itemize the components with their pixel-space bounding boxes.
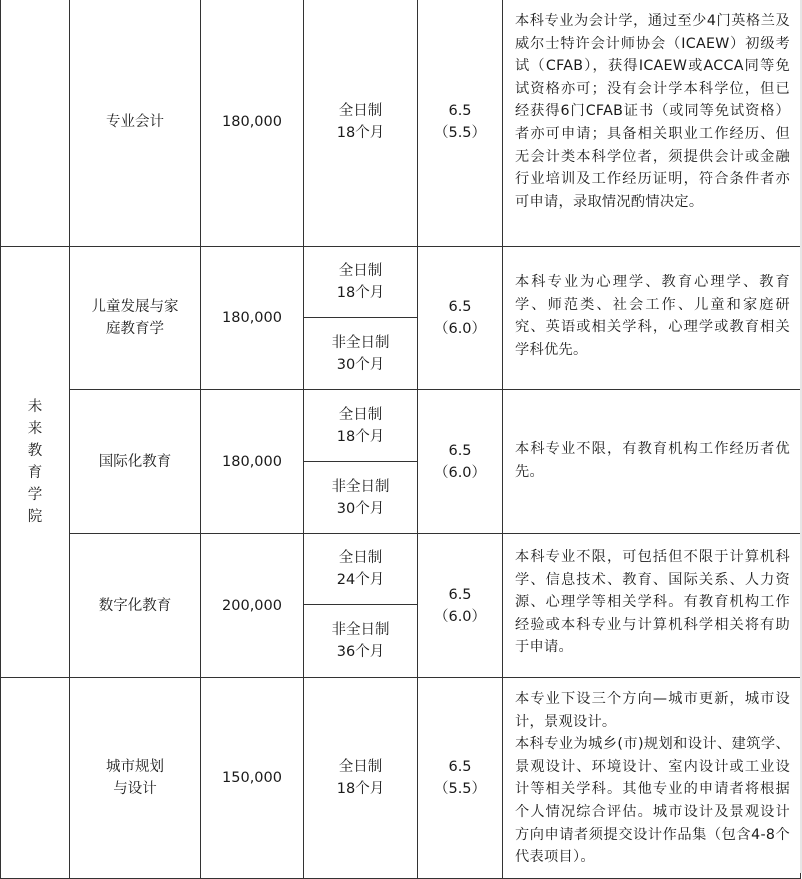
study-mode: 全日制 <box>338 103 383 119</box>
study-mode-cell: 全日制 18个月 <box>304 247 418 318</box>
study-duration: 18个月 <box>336 125 385 141</box>
requirement-text <box>503 678 801 879</box>
tuition-value: 180,000 <box>201 0 304 247</box>
tuition-value: 180,000 <box>201 390 304 534</box>
school-cell-empty <box>1 0 70 247</box>
table-row-urban <box>1 678 801 879</box>
study-mode-cell: 全日制 24个月 <box>304 534 418 605</box>
table-row-child-dev <box>1 247 801 318</box>
program-name: 专业会计 <box>70 0 201 247</box>
study-mode-cell <box>304 0 418 247</box>
tuition-value: 180,000 <box>201 247 304 390</box>
study-mode-cell: 非全日制 30个月 <box>304 462 418 534</box>
tuition-value: 200,000 <box>201 534 304 678</box>
school-future-education: 未 来 教 育 学 院 <box>1 247 70 678</box>
requirement-text: 本科专业不限，可包括但不限于计算机科学、信息技术、教育、国际关系、人力资源、心理学等相关学科。有教育机构工作经验或本科专业与计算机科学相关将有助于申请。 <box>503 534 801 678</box>
tuition-value: 150,000 <box>201 678 304 879</box>
ielts-cell: 6.5 （6.0） <box>418 534 503 678</box>
ielts-cell: 6.5 （6.0） <box>418 247 503 390</box>
ielts-sub: （5.5） <box>433 125 487 141</box>
table-row-digital-edu <box>1 534 801 605</box>
study-mode-cell: 非全日制 30个月 <box>304 318 418 390</box>
requirement-paragraph-2: 本科专业为城乡(市)规划和设计、建筑学、景观设计、环境设计、室内设计或工业设计等相关学科。其他专业的申请者将根据个人情况综合评估。城市设计及景观设计方向申请者须提交设计作品集（包含4-8个代表项目）。 <box>515 736 790 866</box>
table-row-intl-edu <box>1 390 801 462</box>
requirement-text: 本科专业为心理学、教育心理学、教育学、师范类、社会工作、儿童和家庭研究、英语或相关学科，心理学或教育相关学科优先。 <box>503 247 801 390</box>
school-cell-empty <box>1 678 70 879</box>
requirement-text: 本科专业不限，有教育机构工作经历者优先。 <box>503 390 801 534</box>
program-name: 数字化教育 <box>70 534 201 678</box>
requirement-text: 本科专业为会计学，通过至少4门英格兰及威尔士特许会计师协会（ICAEW）初级考试（CFAB），获得ICAEW或ACCA同等免试资格亦可；没有会计学本科学位，但已经获得6门CFAB证书（或同等免试资格）者亦可申请；具备相关职业工作经历、但无会计类本科学位者，须提供会计或金融行业培训及工作经历证明，符合条件者亦可申请，录取情况酌情决定。 <box>503 0 801 247</box>
ielts-cell: 6.5 （6.0） <box>418 390 503 534</box>
study-mode-cell: 全日制 18个月 <box>304 678 418 879</box>
program-name: 国际化教育 <box>70 390 201 534</box>
ielts-overall: 6.5 <box>448 103 472 119</box>
requirement-paragraph-1: 本专业下设三个方向—城市更新，城市设计，景观设计。 <box>515 691 790 730</box>
study-mode-cell: 非全日制 36个月 <box>304 605 418 678</box>
program-name: 儿童发展与家 庭教育学 <box>70 247 201 390</box>
ielts-cell: 6.5 （5.5） <box>418 678 503 879</box>
study-mode-cell: 全日制 18个月 <box>304 390 418 462</box>
ielts-cell <box>418 0 503 247</box>
program-name: 城市规划 与设计 <box>70 678 201 879</box>
table-row-accounting <box>1 0 801 247</box>
